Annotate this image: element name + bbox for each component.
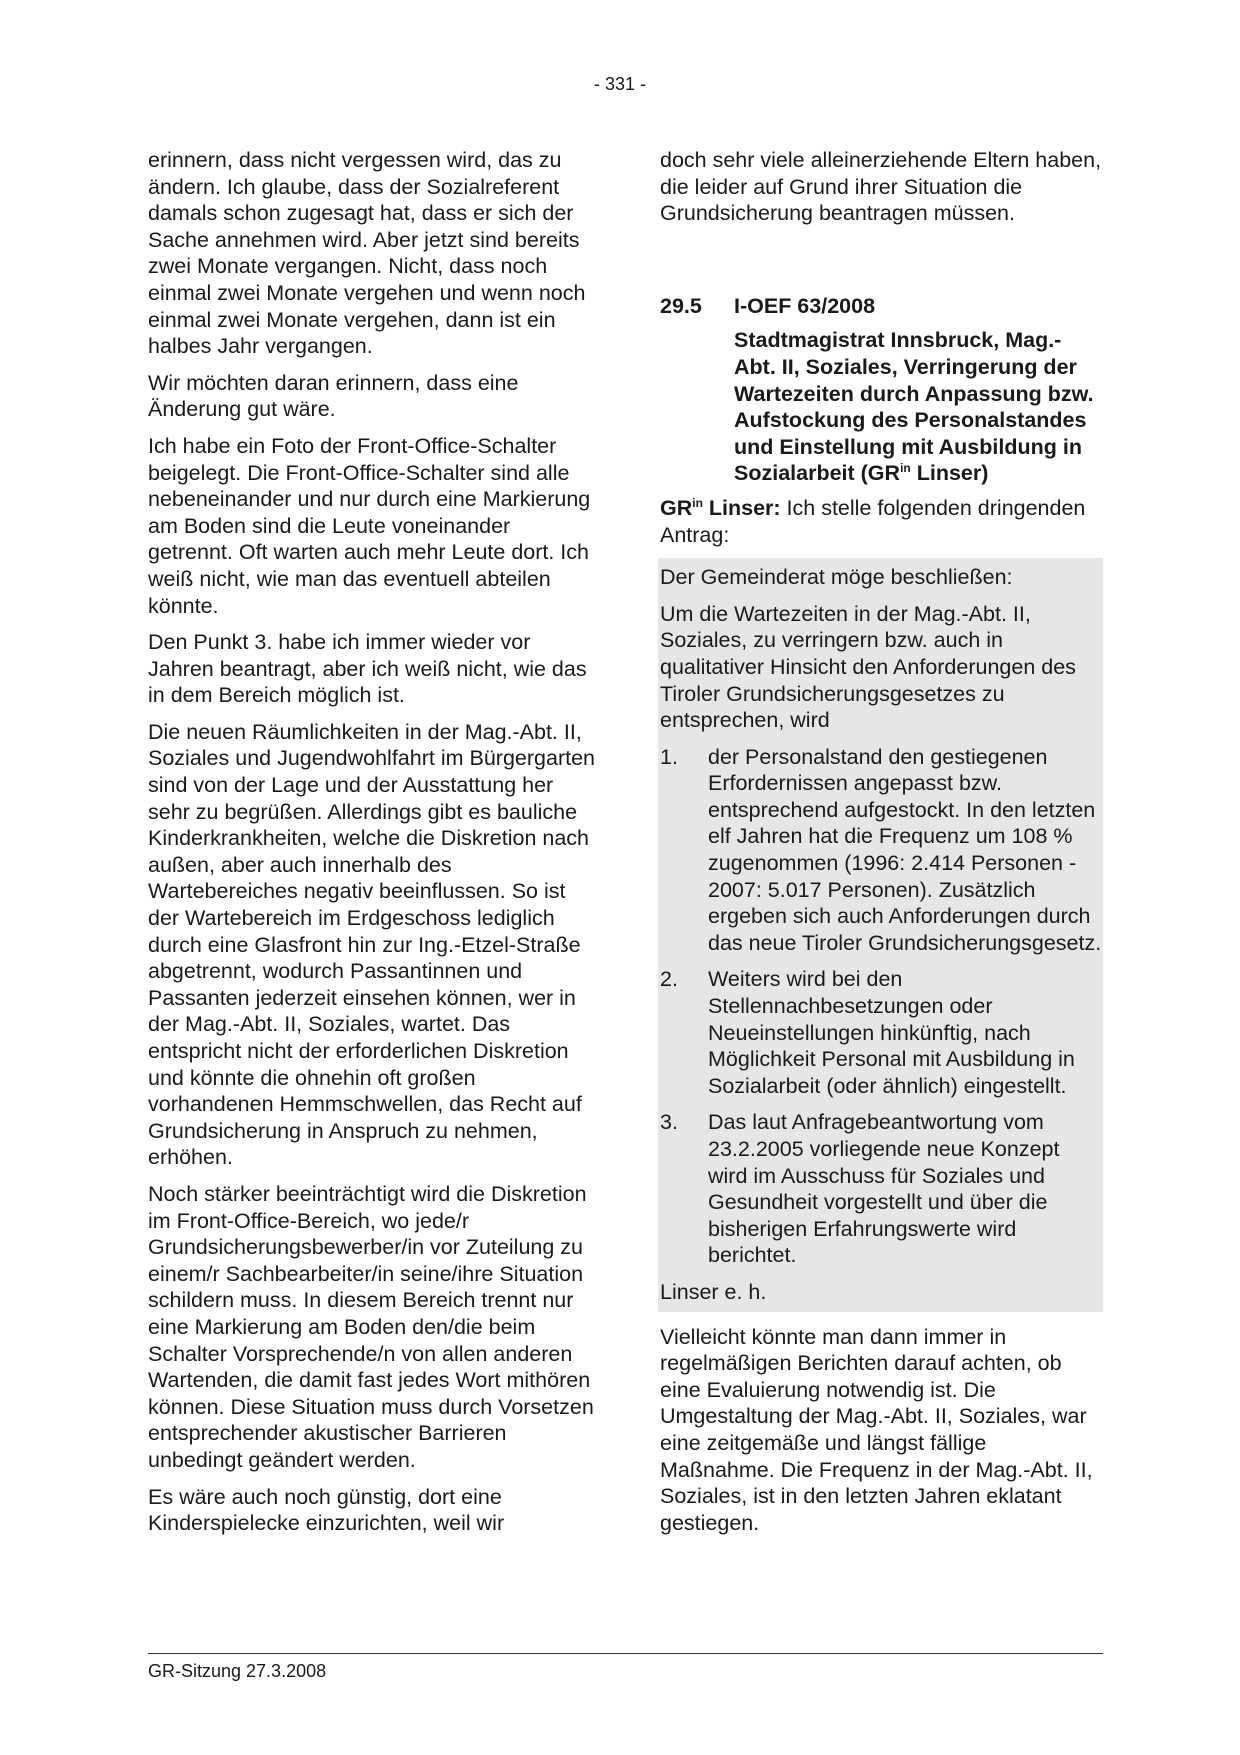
agenda-title: Stadtmagistrat Innsbruck, Mag.-Abt. II, Soziales, Verringerung der Wartezeiten durch Anpassung bzw. Aufstockung des Personalstandes und Einstellung mit Ausbildung in Sozialarbeit ($GR^{in}$ Linser) — [734, 328, 1094, 486]
agenda-number: 29.5 — [660, 293, 702, 318]
list-item: 2. Weiters wird bei den Stellennachbesetzungen oder Neueinstellungen hinkünftig, nach Möglichkeit Personal mit Ausbildung in Sozialarbeit (oder ähnlich) eingestellt. — [660, 967, 1075, 1098]
list-item: 1. der Personalstand den gestiegenen Erfordernissen angepasst bzw. entsprechend aufgestockt. In den letzten elf Jahren hat die Frequenz um 108 % zugenommen (1996: 2.414 Personen - 2007: 5.017 Personen). Zusätzlich ergeben sich auch Anforderungen durch das neue Tiroler Grundsicherungsgesetz. — [660, 744, 1102, 955]
paragraph: Die neuen Räumlichkeiten in der Mag.-Abt. II, Soziales und Jugendwohlfahrt im Bürgergarten sind von der Lage und der Ausstattung her sehr zu begrüßen. Allerdings gibt es bauliche Kinderkrankheiten, welche die Diskretion nach außen, aber auch innerhalb des Wartebereiches negativ beeinflussen. So ist der Wartebereich im Erdgeschoss lediglich durch eine Glasfront hin zur Ing.-Etzel-Straße abgetrennt, wodurch Passantinnen und Passanten jederzeit einsehen können, wer in der Mag.-Abt. II, Soziales, wartet. Das entspricht nicht der erforderlichen Diskretion und könnte die ohnehin oft großen vorhandenen Hemmschwellen, das Recht auf Grundsicherung in Anspruch zu nehmen, erhöhen. — [148, 719, 595, 1170]
footer: GR-Sitzung 27.3.2008 — [148, 1661, 327, 1681]
paragraph: erinnern, dass nicht vergessen wird, das zu ändern. Ich glaube, dass der Sozialreferent damals schon zugesagt hat, dass er sich der Sache annehmen wird. Aber jetzt sind bereits zwei Monate vergangen. Nicht, dass noch einmal zwei Monate vergehen und wenn noch einmal zwei Monate vergehen, dann ist ein halbes Jahr vergangen. — [148, 148, 586, 359]
motion-signature: Linser e. h. — [660, 1279, 767, 1304]
paragraph: Den Punkt 3. habe ich immer wieder vor Jahren beantragt, aber ich weiß nicht, wie das in dem Bereich möglich ist. — [148, 630, 587, 708]
motion-intro: Der Gemeinderat möge beschließen: — [660, 565, 1013, 590]
agenda-heading — [660, 293, 1103, 320]
page-number: - 331 - — [593, 74, 647, 94]
list-item: 3. Das laut Anfragebeantwortung vom 23.2.2005 vorliegende neue Konzept wird im Ausschuss für Soziales und Gesundheit vorgestellt und über die bisherigen Erfahrungswerte wird berichtet. — [660, 1110, 1060, 1268]
paragraph: Es wäre auch noch günstig, dort eine Kinderspielecke einzurichten, weil wir — [148, 1484, 505, 1536]
paragraph: doch sehr viele alleinerziehende Eltern haben, die leider auf Grund ihrer Situation die Grundsicherung beantragen müssen. — [660, 148, 1102, 226]
paragraph: Vielleicht könnte man dann immer in regelmäßigen Berichten darauf achten, ob eine Evaluierung notwendig ist. Die Umgestaltung der Mag.-Abt. II, Soziales, war eine zeitgemäße und längst fällige Maßnahme. Die Frequenz in der Mag.-Abt. II, Soziales, ist in den letzten Jahren eklatant gestiegen. — [660, 1324, 1093, 1535]
motion-lead: Um die Wartezeiten in der Mag.-Abt. II, Soziales, zu verringern bzw. auch in qualitativer Hinsicht den Anforderungen des Tiroler Grundsicherungsgesetzes zu entsprechen, wird — [660, 601, 1076, 733]
motion-box — [658, 558, 1103, 1311]
paragraph: Wir möchten daran erinnern, dass eine Änderung gut wäre. — [148, 370, 519, 422]
right-column — [660, 147, 1103, 1546]
paragraph: Noch stärker beeinträchtigt wird die Diskretion im Front-Office-Bereich, wo jede/r Grundsicherungsbewerber/in vor Zuteilung zu einem/r Sachbearbeiter/in seine/ihre Situation schildern muss. In diesem Bereich trennt nur eine Markierung am Boden den/die beim Schalter Vorsprechende/n von allen anderen Wartenden, die damit fast jedes Wort mithören können. Diese Situation muss durch Vorsetzen entsprechender akustischer Barrieren unbedingt geändert werden. — [148, 1181, 594, 1472]
left-column — [148, 147, 598, 1547]
speaker-name: $GR^{in}$ Linser: — [660, 495, 781, 520]
footer-divider — [148, 1653, 1103, 1654]
agenda-code: I-OEF 63/2008 — [734, 293, 876, 318]
speaker-paragraph: $GR^{in}$ Linser: Ich stelle folgenden dringenden Antrag: — [660, 495, 1086, 547]
paragraph: Ich habe ein Foto der Front-Office-Schalter beigelegt. Die Front-Office-Schalter sind alle nebeneinander und nur durch eine Markierung am Boden sind die Leute voneinander getrennt. Oft warten auch mehr Leute dort. Ich weiß nicht, wie man das eventuell abteilen könnte. — [148, 433, 591, 618]
